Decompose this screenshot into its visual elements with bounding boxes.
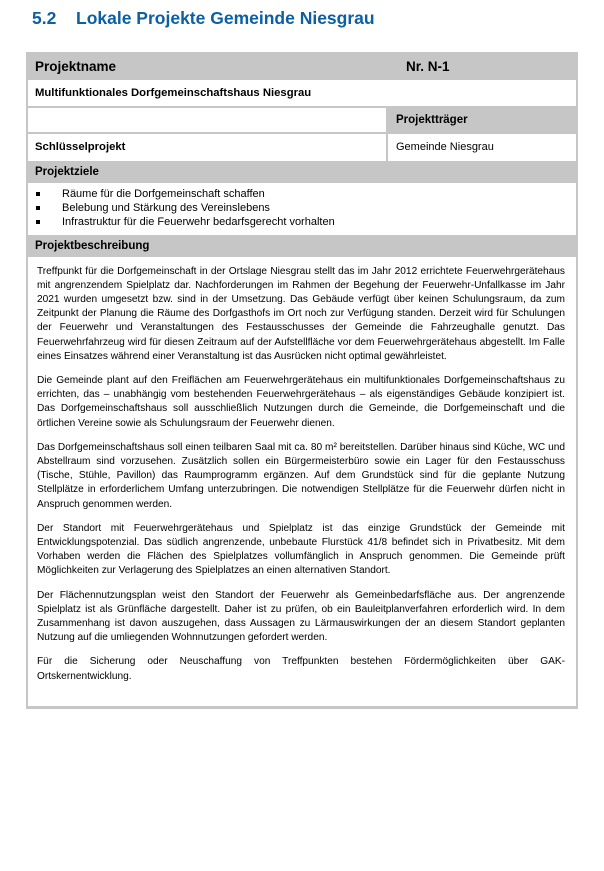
project-sheet bbox=[26, 52, 578, 709]
list-item: Räume für die Dorfgemeinschaft schaffen bbox=[28, 187, 576, 201]
bullet-icon bbox=[36, 220, 40, 224]
beschreibung-label: Projektbeschreibung bbox=[28, 235, 576, 257]
traeger-row bbox=[28, 134, 576, 161]
projektbeschreibung bbox=[28, 257, 576, 706]
projekttraeger-label: Projektträger bbox=[388, 108, 576, 132]
projektziele-label: Projektziele bbox=[28, 161, 576, 183]
blank-cell bbox=[28, 108, 386, 132]
projektname-label: Projektname bbox=[28, 54, 396, 80]
projekttraeger-value: Gemeinde Niesgrau bbox=[388, 134, 576, 161]
section-title: Lokale Projekte Gemeinde Niesgrau bbox=[76, 8, 375, 28]
paragraph: Der Standort mit Feuerwehrgerätehaus und Spielplatz ist das einzige Grundstück der Gemeinde mit Entwicklungspotenzial. Das südlich angrenzende, unbebaute Flurstück 41/8 befindet sich in Privatbesitz. Mit dem Vorhaben werden die Flächen des Spielplatzes vollumfänglich in Anspruch genommen. Die Gemeinde prüft Möglichkeiten zur Verlagerung des Spielplatzes an einen alternativen Standort. bbox=[37, 522, 565, 577]
list-item: Belebung und Stärkung des Vereinslebens bbox=[28, 201, 576, 215]
paragraph: Die Gemeinde plant auf den Freiflächen am Feuerwehrgerätehaus ein multifunktionales Dorfgemeinschaftshaus zu errichten, das – unabhängig vom bestehenden Feuerwehrgerätehaus – als eigenständiges Gebäude konzipiert ist. Das Dorfgemeinschaftshaus soll ausschließlich Nutzungen durch die Gemeinde, die Dorfgemeinschaft und die örtlichen Vereine sowie als Schulungsraum der Feuerwehr dienen. bbox=[37, 374, 565, 429]
section-heading bbox=[32, 8, 375, 29]
section-number: 5.2 bbox=[32, 8, 57, 28]
schluesselprojekt-label: Schlüsselprojekt bbox=[28, 134, 386, 161]
list-item: Infrastruktur für die Feuerwehr bedarfsgerecht vorhalten bbox=[28, 215, 576, 229]
project-name: Multifunktionales Dorfgemeinschaftshaus Niesgrau bbox=[28, 80, 576, 106]
paragraph: Das Dorfgemeinschaftshaus soll einen teilbaren Saal mit ca. 80 m² bereitstellen. Darüber hinaus sind Küche, WC und Abstellraum sind vorzusehen. Zusätzlich sollen ein Bürgermeisterbüro sowie ein Lager für den Festausschuss (Tische, Stühle, Pavillon) das Raumprogramm ergänzen. Auf dem Grundstück sind für die geplante Nutzung Stellplätze in erforderlichem Umfang unterzubringen. Die notwendigen Stellplätze für die Feuerwehr dürfen nicht in Anspruch genommen werden. bbox=[37, 441, 565, 510]
bullet-icon bbox=[36, 192, 40, 196]
paragraph: Der Flächennutzungsplan weist den Standort der Feuerwehr als Gemeinbedarfsfläche aus. Der angrenzende Spielplatz ist als Grünfläche dargestellt. Daher ist zu prüfen, ob ein Bauleitplanverfahren erforderlich wird. In dem Zusammenhang ist davon auszugehen, dass Aussagen zu Lärmauswirkungen der an diesem Standort geplanten Nutzung auf die umliegenden Wohnnutzungen gefordert werden. bbox=[37, 589, 565, 644]
header-row bbox=[28, 54, 576, 80]
project-number: Nr. N-1 bbox=[396, 54, 576, 80]
traeger-header-row bbox=[28, 108, 576, 132]
paragraph: Für die Sicherung oder Neuschaffung von Treffpunkten bestehen Fördermöglichkeiten über GAK-Ortskernentwicklung. bbox=[37, 656, 565, 682]
bullet-icon bbox=[36, 206, 40, 210]
projektziele-list bbox=[28, 183, 576, 235]
paragraph: Treffpunkt für die Dorfgemeinschaft in der Ortslage Niesgrau stellt das im Jahr 2012 errichtete Feuerwehrgerätehaus mit angrenzendem Spielplatz dar. Nachforderungen im Rahmen der Begehung der Feuerwehr-Unfallkasse im Jahr 2021 wurden umgesetzt bzw. sind in der Umsetzung. Das Gebäude verfügt über keinen Schulungsraum, da zum Zeitpunkt der Planung die Räume des Dorfgasthofs im Ort noch zur Verfügung standen. Derzeit wird für Schulungen der Feuerwehr und Veranstaltungen des Festausschusses der Gemeinde die Fahrzeughalle genutzt. Das Feuerwehrfahrzeug wird für diesen Zeitraum auf der Aufstellfläche vor dem Feuerwehrgerätehaus abgestellt. Im Falle eines Einsatzes während einer Veranstaltung ist das Ausrücken nicht optimal gewährleistet. bbox=[37, 265, 565, 362]
